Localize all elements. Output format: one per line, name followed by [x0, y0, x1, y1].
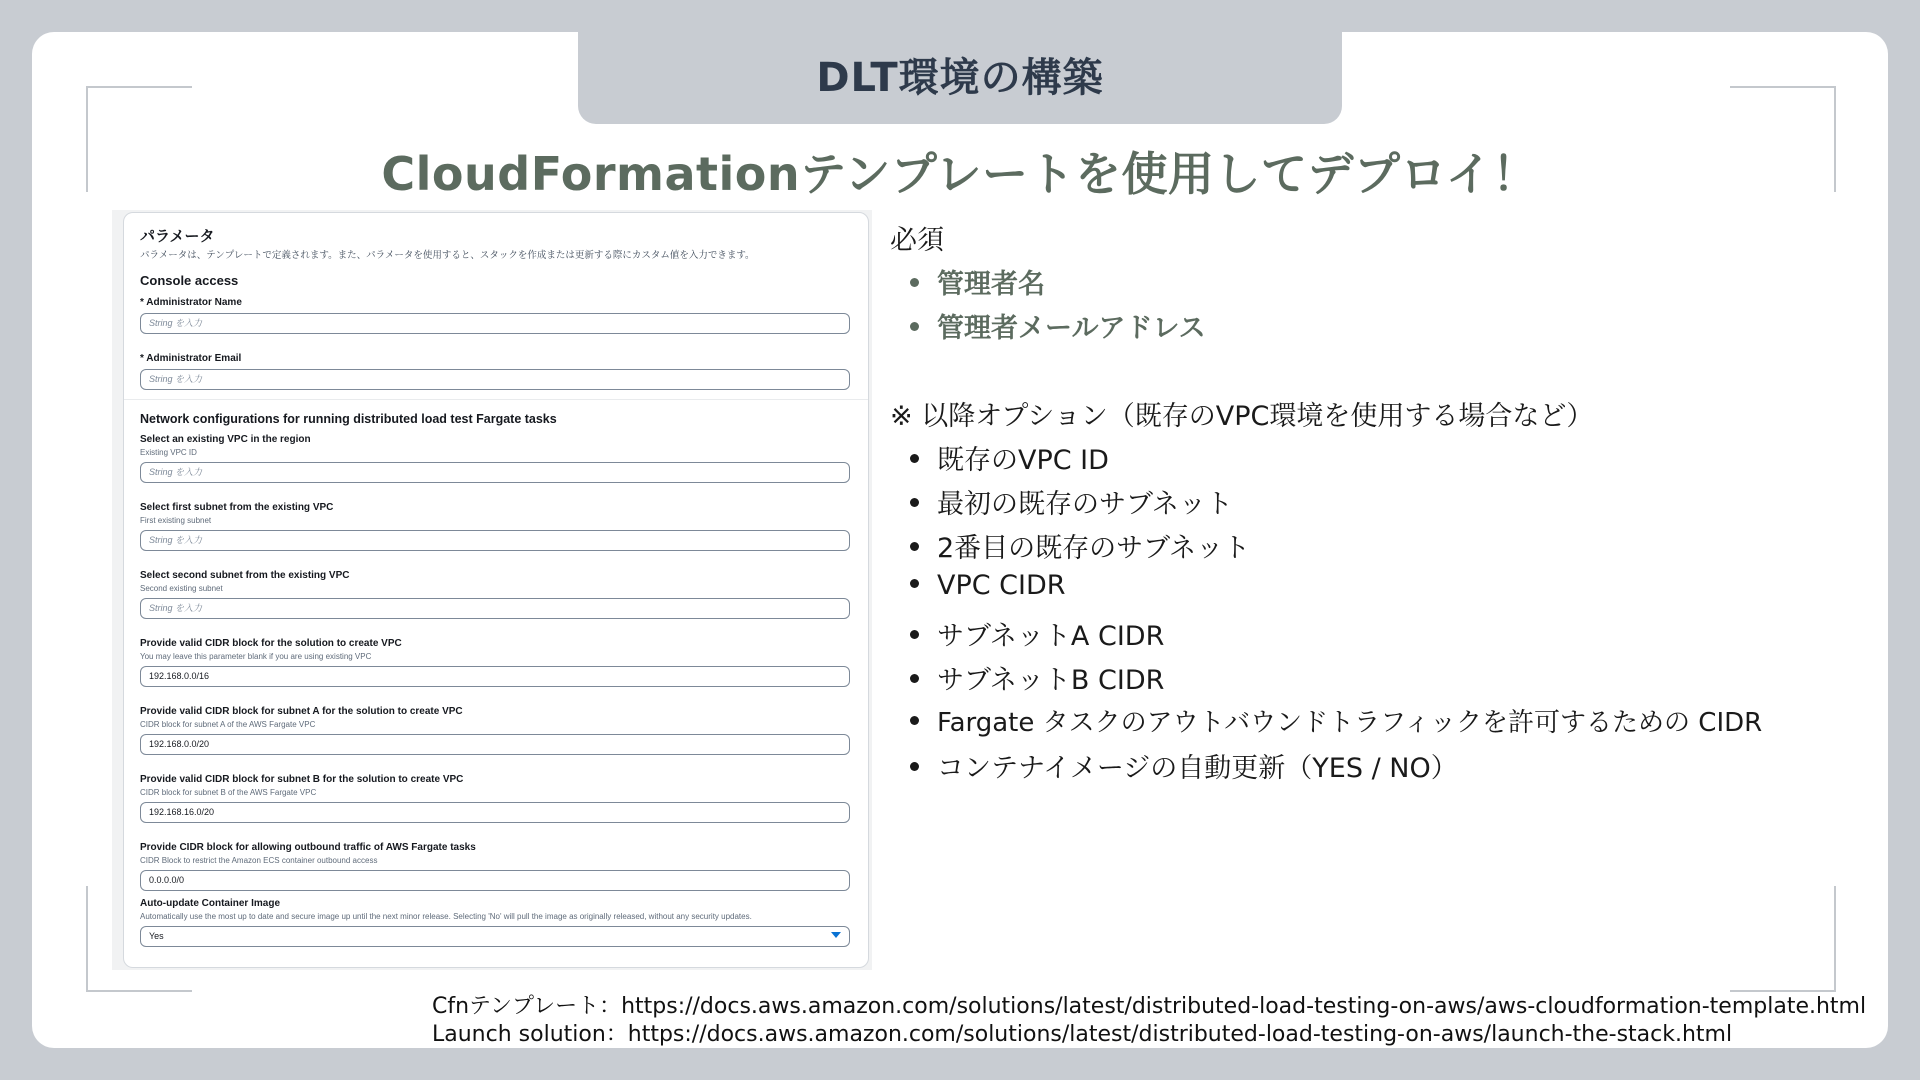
slide-title: DLT環境の構築: [816, 54, 1104, 101]
slide-subtitle: CloudFormationテンプレートを使用してデプロイ！: [381, 147, 1539, 201]
second-subnet-input[interactable]: String を入力: [140, 598, 850, 619]
admin-name-label: * Administrator Name: [140, 297, 242, 308]
panel-description: パラメータは、テンプレートで定義されます。また、パラメータを使用すると、スタックを作成または更新する際にカスタム値を入力できます。: [140, 250, 755, 261]
bullet-icon: [910, 630, 919, 639]
title-tab: [578, 32, 1342, 124]
field-hint: You may leave this parameter blank if you are using existing VPC: [140, 652, 372, 661]
caret-down-icon: [831, 932, 841, 938]
field-label: Provide CIDR block for allowing outbound traffic of AWS Fargate tasks: [140, 842, 476, 853]
list-item: VPC CIDR: [910, 570, 1066, 601]
field-hint: CIDR block for subnet A of the AWS Fargate VPC: [140, 720, 316, 729]
field-label: Provide valid CIDR block for subnet B for the solution to create VPC: [140, 774, 464, 785]
subnet-a-cidr-input[interactable]: 192.168.0.0/20: [140, 734, 850, 755]
auto-update-label: Auto-update Container Image: [140, 898, 281, 909]
cfn-template-link[interactable]: Cfnテンプレート：https://docs.aws.amazon.com/solutions/latest/distributed-load-testing-on-aws/aws-cloudformation-template.html: [432, 994, 1867, 1019]
existing-vpc-input[interactable]: String を入力: [140, 462, 850, 483]
required-heading: 必須: [890, 225, 944, 256]
field-hint: Second existing subnet: [140, 584, 223, 593]
list-item: 最初の既存のサブネット: [910, 482, 1233, 521]
network-config-heading: Network configurations for running distributed load test Fargate tasks: [140, 412, 557, 426]
bullet-icon: [910, 454, 919, 463]
auto-update-hint: Automatically use the most up to date and secure image up until the next minor release. Selecting 'No' will pull the image as originally released, without any security updates.: [140, 912, 752, 921]
bullet-icon: [910, 716, 919, 725]
field-label: Select second subnet from the existing VPC: [140, 570, 350, 581]
optional-heading: ※ 以降オプション（既存のVPC環境を使用する場合など）: [890, 401, 1594, 432]
field-hint: CIDR block for subnet B of the AWS Fargate VPC: [140, 788, 317, 797]
section-divider: [124, 399, 868, 400]
field-hint: First existing subnet: [140, 516, 212, 525]
list-item: 2番目の既存のサブネット: [910, 526, 1250, 565]
panel-title: パラメータ: [140, 228, 215, 245]
outbound-cidr-input[interactable]: 0.0.0.0/0: [140, 870, 850, 891]
list-item: 管理者メールアドレス: [910, 306, 1206, 345]
field-hint: CIDR Block to restrict the Amazon ECS container outbound access: [140, 856, 378, 865]
list-item: コンテナイメージの自動更新（YES / NO）: [910, 746, 1458, 785]
list-item: 既存のVPC ID: [910, 438, 1109, 477]
parameters-panel: [123, 212, 869, 968]
bullet-icon: [910, 674, 919, 683]
bullet-icon: [910, 278, 919, 287]
admin-email-label: * Administrator Email: [140, 353, 242, 364]
field-label: Select an existing VPC in the region: [140, 434, 311, 445]
admin-name-input[interactable]: String を入力: [140, 313, 850, 334]
vpc-cidr-input[interactable]: 192.168.0.0/16: [140, 666, 850, 687]
auto-update-value: Yes: [149, 931, 164, 941]
bullet-icon: [910, 579, 919, 588]
bullet-icon: [910, 498, 919, 507]
admin-email-input[interactable]: String を入力: [140, 369, 850, 390]
first-subnet-input[interactable]: String を入力: [140, 530, 850, 551]
field-hint: Existing VPC ID: [140, 448, 197, 457]
list-item: 管理者名: [910, 262, 1045, 301]
bullet-icon: [910, 762, 919, 771]
list-item: Fargate タスクのアウトバウンドトラフィックを許可するための CIDR: [910, 702, 1762, 739]
bullet-icon: [910, 322, 919, 331]
field-label: Select first subnet from the existing VPC: [140, 502, 334, 513]
reference-links: [432, 993, 1866, 1049]
list-item: サブネットB CIDR: [910, 658, 1164, 697]
console-access-heading: Console access: [140, 273, 239, 288]
corner-bracket-bottom-right: [1730, 886, 1836, 992]
auto-update-select[interactable]: [140, 926, 850, 947]
field-label: Provide valid CIDR block for subnet A for the solution to create VPC: [140, 706, 463, 717]
field-label: Provide valid CIDR block for the solution to create VPC: [140, 638, 402, 649]
launch-solution-link[interactable]: Launch solution：https://docs.aws.amazon.com/solutions/latest/distributed-load-testing-on-aws/launch-the-stack.html: [432, 1022, 1733, 1047]
list-item: サブネットA CIDR: [910, 614, 1164, 653]
bullet-icon: [910, 542, 919, 551]
subnet-b-cidr-input[interactable]: 192.168.16.0/20: [140, 802, 850, 823]
